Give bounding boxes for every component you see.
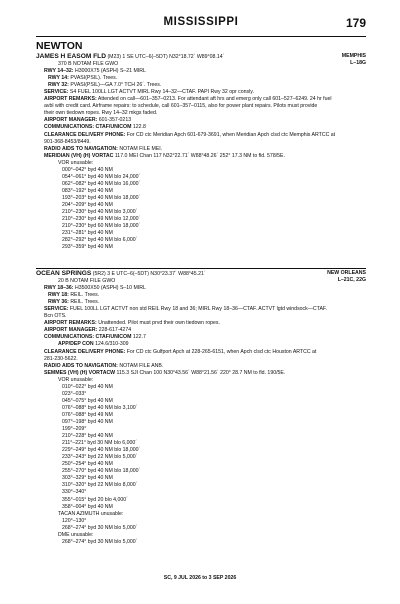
detail-line <box>36 363 366 370</box>
detail-line <box>36 209 366 216</box>
detail-label: RWY 14–32: <box>44 68 74 75</box>
detail-text: 601-357-0213 <box>98 117 132 124</box>
detail-line <box>36 532 366 539</box>
detail-text: REIL. Trees. <box>70 299 100 306</box>
detail-line <box>36 327 366 334</box>
airport-location-info: (M23) 1 SE UTC–6(–5DT) N32°18.72´ W89°08.14´ <box>107 54 225 60</box>
detail-line <box>36 391 366 398</box>
detail-text: 250°–254° byd 40 NM <box>62 461 113 468</box>
airport-elevation-notam: 20 B NOTAM FILE GWO <box>58 278 116 285</box>
detail-text: 122.8 <box>132 124 146 131</box>
sectional-chart: MEMPHIS L–18G <box>341 53 366 66</box>
airport-name: JAMES H EASOM FLD <box>36 53 106 60</box>
detail-line <box>36 139 366 146</box>
detail-text: their own tiedown ropes. Rwy 14–32 mkgs faded. <box>44 110 158 117</box>
detail-label: CLEARANCE DELIVERY PHONE: <box>44 348 126 355</box>
detail-text: 293°–359° byd 40 NM <box>62 244 113 251</box>
detail-text: H3000X75 (ASPH) S–21 MIRL <box>74 68 146 75</box>
detail-text: PVASI(PSIL). Trees. <box>70 75 118 82</box>
detail-line <box>36 313 366 320</box>
detail-text: 083°–192° byd 40 NM <box>62 187 113 194</box>
detail-text: 268°–274° byd 30 NM blo 5,000´ <box>62 538 138 545</box>
airport-details <box>36 285 366 546</box>
detail-label: AIRPORT MANAGER: <box>44 117 98 124</box>
section-rule <box>36 268 366 269</box>
detail-line <box>36 468 366 475</box>
detail-text: 228-617-4274 <box>98 327 132 334</box>
detail-line <box>36 349 366 356</box>
detail-line <box>36 306 366 313</box>
detail-text: 229°–249° byd 40 NM blo 18,000´ <box>62 447 141 454</box>
detail-text: FUEL 100LL LGT ACTVT non std REIL Rwy 18 and 36; MIRL Rwy 18–36—CTAF. ACTVT lgtd windsock—CTAF. <box>69 306 327 313</box>
detail-text: 122.7 <box>132 334 146 341</box>
detail-line <box>36 370 366 377</box>
detail-label: CLEARANCE DELIVERY PHONE: <box>44 131 126 138</box>
detail-text: 210°–228° byd 40 NM <box>62 433 113 440</box>
city-heading: NEWTON <box>36 40 83 52</box>
detail-line <box>36 285 366 292</box>
page-number: 179 <box>345 16 366 30</box>
detail-line <box>36 292 366 299</box>
detail-line <box>36 398 366 405</box>
detail-line <box>36 511 366 518</box>
detail-line <box>36 320 366 327</box>
detail-text: 204°–209° byd 40 NM <box>62 201 113 208</box>
detail-label: AIRPORT MANAGER: <box>44 327 98 334</box>
detail-line <box>36 518 366 525</box>
detail-text: Unattended. Pilot must prvd their own tiedown ropes. <box>98 320 220 327</box>
detail-text: TACAN AZIMUTH unusable: <box>58 510 124 517</box>
state-title: MISSISSIPPI <box>163 16 239 28</box>
detail-line <box>36 124 366 131</box>
detail-line <box>36 504 366 511</box>
detail-line <box>36 110 366 117</box>
detail-line <box>36 356 366 363</box>
detail-text: 097°–198° byd 40 NM <box>62 418 113 425</box>
detail-line <box>36 75 366 82</box>
detail-line <box>36 334 366 341</box>
detail-line <box>36 174 366 181</box>
detail-line <box>36 230 366 237</box>
detail-text: Attended on call—601–357–0213. For attendant aft hrs and emerg only call 601–527–6249. 24 hr fuel <box>97 96 332 103</box>
detail-text: VOR unusable: <box>58 376 94 383</box>
detail-label: AIRPORT REMARKS: <box>44 320 97 327</box>
detail-text: DME unusable: <box>58 531 94 538</box>
detail-text: 199°–209° <box>62 426 87 433</box>
detail-line <box>36 299 366 306</box>
detail-line <box>36 426 366 433</box>
detail-label: COMMUNICATIONS: CTAF/UNICOM <box>44 124 132 131</box>
detail-text: 268°–274° byd 30 NM blo 5,000´ <box>62 524 138 531</box>
detail-text: 310°–320° byd 22 NM blo 8,000´ <box>62 482 138 489</box>
detail-label: SERVICE: <box>44 306 69 313</box>
detail-text: avbl with credit card. Airframe repairs: to schedule, call 601–357–0115, also for power plant repairs. Pilots must provide <box>44 103 318 110</box>
detail-text: 211°–221° byd 30 NM blo 6,000´ <box>62 440 137 447</box>
detail-line <box>36 525 366 532</box>
airport-elevation-notam: 370 B NOTAM FILE GWO <box>58 61 119 68</box>
airport-name: OCEAN SPRINGS <box>36 270 92 277</box>
detail-label: RWY 18–36: <box>44 285 74 292</box>
detail-label: RWY 32: <box>48 82 69 89</box>
detail-text: 045°–075° byd 40 NM <box>62 397 113 404</box>
detail-text: 210°–230° byd 49 NM blo 12,000´ <box>62 216 141 223</box>
detail-line <box>36 412 366 419</box>
detail-text: 303°–329° byd 40 NM <box>62 475 113 482</box>
detail-text: 076°–088° byd 49 NM <box>62 411 113 418</box>
detail-line <box>36 244 366 251</box>
detail-line <box>36 188 366 195</box>
detail-label: RADIO AIDS TO NAVIGATION: <box>44 145 118 152</box>
detail-text: 901-368-8453/8449. <box>44 138 91 145</box>
detail-text: 115.3 SJI Chan 100 N30°43.56´ W88°21.56´ 220° 28.7 NM to fld. 190/5E. <box>116 369 286 376</box>
detail-text: PVASI(PSIL)—GA 7.0° TCH 26´. Trees. <box>70 82 162 89</box>
detail-line <box>36 68 366 75</box>
detail-line <box>36 384 366 391</box>
detail-label: RWY 18: <box>48 292 69 299</box>
detail-line <box>36 146 366 153</box>
detail-text: 282°–292° byd 40 NM blo 6,000´ <box>62 237 138 244</box>
detail-text: S4 FUEL 100LL LGT ACTVT MIRL Rwy 14–32—CTAF. PAPI Rwy 32 opr consly. <box>69 89 254 96</box>
detail-text: VOR unusable: <box>58 159 94 166</box>
detail-line <box>36 440 366 447</box>
detail-text: 255°–270° byd 40 NM blo 18,000´ <box>62 468 141 475</box>
sectional-chart: NEW ORLEANS L–21C, 22G <box>327 270 366 283</box>
detail-line <box>36 89 366 96</box>
detail-text: 120°–130° <box>62 517 87 524</box>
detail-line <box>36 160 366 167</box>
detail-text: 330°–340° <box>62 489 87 496</box>
detail-text: REIL. Trees. <box>70 292 100 299</box>
detail-text: 231°–281° byd 40 NM <box>62 230 113 237</box>
detail-line <box>36 167 366 174</box>
detail-line <box>36 96 366 103</box>
airport-entry-james-h-easom <box>36 53 366 251</box>
detail-label: SERVICE: <box>44 89 69 96</box>
detail-text: 281-230-5622. <box>44 355 78 362</box>
page-header <box>36 16 366 36</box>
detail-label: SEMMES (VH) (H) VORTACW <box>44 369 116 376</box>
detail-text: 355°–015° byd 20 blo 4,000´ <box>62 496 128 503</box>
detail-line <box>36 377 366 384</box>
detail-label: RWY 36: <box>48 299 69 306</box>
detail-line <box>36 202 366 209</box>
detail-line <box>36 181 366 188</box>
detail-line <box>36 447 366 454</box>
detail-line <box>36 497 366 504</box>
detail-line <box>36 103 366 110</box>
detail-line <box>36 454 366 461</box>
detail-text: For CD ctc Meridian Apch 601-679-3691, when Meridian Apch clsd ctc Memphis ARTCC at <box>126 131 336 138</box>
airport-location-info: (5R2) 3 E UTC–6(–5DT) N30°23.37´ W88°45.21´ <box>92 271 206 277</box>
detail-text: 210°–230° byd 60 NM blo 18,000´ <box>62 223 141 230</box>
detail-line <box>36 475 366 482</box>
detail-line <box>36 132 366 139</box>
detail-line <box>36 489 366 496</box>
airport-entry-ocean-springs <box>36 270 366 546</box>
page-footer: SC, 9 JUL 2026 to 3 SEP 2026 <box>163 575 237 581</box>
detail-line <box>36 405 366 412</box>
detail-line <box>36 433 366 440</box>
detail-text: 010°–022° byd 40 NM <box>62 383 113 390</box>
detail-text: For CD ctc Gulfport Apch at 228-265-6151, when Apch clsd ctc Houston ARTCC at <box>126 348 317 355</box>
detail-line <box>36 419 366 426</box>
detail-text: 023°–033° <box>62 390 87 397</box>
detail-label: AIRPORT REMARKS: <box>44 96 97 103</box>
detail-text: 117.0 MEI Chan 117 N32°22.71´ W88°48.26´ 252° 17.3 NM to fld. 578/5E. <box>114 152 285 159</box>
detail-text: 054°–061° byd 40 NM blo 24,000´ <box>62 173 141 180</box>
detail-text: H3500X50 (ASPH) S–10 MIRL <box>74 285 146 292</box>
detail-line <box>36 82 366 89</box>
detail-text: 000°–042° byd 40 NM <box>62 166 113 173</box>
detail-label: RWY 14: <box>48 75 69 82</box>
detail-line <box>36 223 366 230</box>
detail-text: Bcn OTS. <box>44 313 67 320</box>
detail-line <box>36 195 366 202</box>
detail-text: 062°–082° byd 40 NM blo 16,000´ <box>62 180 141 187</box>
detail-label: COMMUNICATIONS: CTAF/UNICOM <box>44 334 132 341</box>
detail-line <box>36 237 366 244</box>
airport-details <box>36 68 366 251</box>
detail-line <box>36 461 366 468</box>
detail-text: 076°–088° byd 40 NM blo 3,100´ <box>62 404 138 411</box>
detail-text: 193°–203° byd 40 NM blo 18,000´ <box>62 194 141 201</box>
detail-text: NOTAM FILE ANB. <box>119 362 164 369</box>
detail-label: APP/DEP CON <box>58 341 94 348</box>
detail-line <box>36 539 366 546</box>
detail-line <box>36 341 366 348</box>
detail-text: 124.6/310-309 <box>95 341 129 348</box>
header-rule <box>36 36 366 37</box>
detail-text: 233°–243° byd 22 NM blo 5,000´ <box>62 454 138 461</box>
detail-label: RADIO AIDS TO NAVIGATION: <box>44 362 118 369</box>
detail-text: 358°–004° byd 40 NM <box>62 503 113 510</box>
detail-line <box>36 117 366 124</box>
detail-line <box>36 482 366 489</box>
detail-line <box>36 153 366 160</box>
detail-text: NOTAM FILE MEI. <box>119 145 163 152</box>
detail-label: MERIDIAN (VH) (H) VORTAC <box>44 152 114 159</box>
detail-text: 210°–230° byd 40 NM blo 3,000´ <box>62 209 138 216</box>
detail-line <box>36 216 366 223</box>
